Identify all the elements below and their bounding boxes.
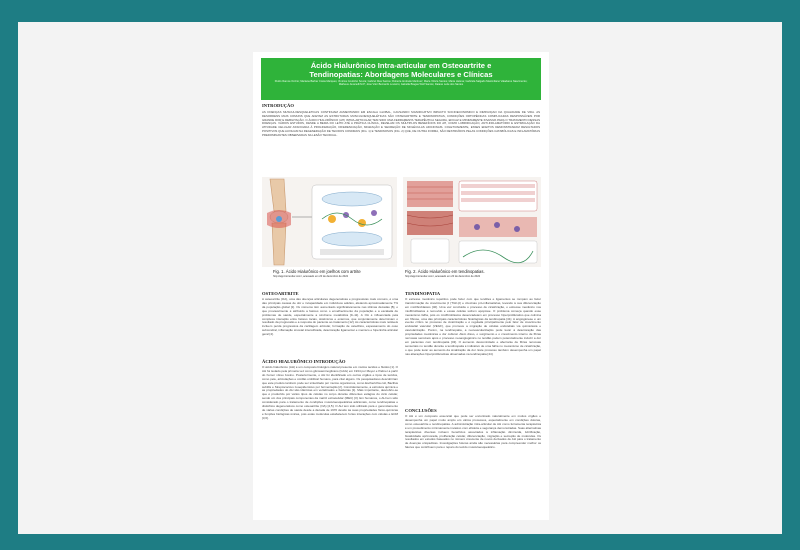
intro-text: AS DOENÇAS MUSCULOESQUELÉTICAS CONTINUAM AUMENTANDO EM ESCALA GLOBAL, CAUSANDO SIGNIFICATIVO IMPACTO SOCIOECONÔMICO E DIMINUIÇÃO DA QUALIDADE DE VIDA. AS DESORDENS MAIS COMUNS QUE AFETAM AS ESTRUTURAS MUSCULOESQUELÉTICAS SÃO OSTEOARTRITE E TENDINOPATIAS, CONDIÇÕES ORTOPÉDICAS COMPLICADAS RESPONSÁVEIS POR GRANDE DOR E DEBILITAÇÃO. O ÁCIDO HIALURÔNICO (AH) INTRA-ARTICULAR TEM SIDO UMA FERRAMENTA TERAPÊUTICA SEGURA, EFICAZ E MINIMAMENTE INVASIVA PARA O TRATAMENTO DESSAS DOENÇAS. VÁRIOS ESTUDOS, DESDE A BEIRA DO LEITO ATÉ A PRÁTICA CLÍNICA, REVELAM OS MÚLTIPLOS BENEFÍCIOS DO AH, COMO LUBRIFICAÇÃO, ANTI-INFLAMATÓRIO E ESTIMULAÇÃO DA ATIVIDADE CELULAR ASSOCIADA À PROLIFERAÇÃO, DIFERENCIAÇÃO, MIGRAÇÃO E SECREÇÃO DE MOLÉCULAS ADICIONAIS. COLETIVAMENTE, ESSES EFEITOS DEMONSTRARAM RESULTADOS POSITIVOS QUE AUXILIAM NA REGENERAÇÃO DE TECIDOS CONDRAIS (FIG. 1) E TENDINOSOS (FIG. 2) QUE, DE OUTRA FORMA, SÃO DESTRUÍDOS PELAS CONDIÇÕES CATABÓLICAS E INFLAMATÓRIAS PREDOMINANTES OBSERVADAS NA LESÃO TECIDUAL. bbox=[262, 111, 540, 137]
osteoartrite-text: A osteoartrite (OA), uma das doenças articulares degenerativas e progressivas mais comuns, é uma das principais causas de dor e incapacidade em indivíduos adultos, afetando aproximadamente 7% da população global [1]. Os números têm aumentado significativamente nas últimas décadas [8], o que provavelmente é atribuído a fatores como o envelhecimento da população e a escalada de problemas de saúde, especialmente a síndrome metabólica [9–11]. A OA é influenciada pela complexa interação entre fatores locais, sistêmicos e externos, que conjuntamente determinam o resultado da progressão e a resposta do paciente ao tratamento [12]. As características mais notáveis incluem perda progressiva da cartilagem articular, formação de osteófitos, espessamento do osso subcondral, inflamação sinovial intensificada, deterioração ligamentar e menisco e hipertrofia articular geral [4]. bbox=[262, 298, 398, 337]
title-line-1: Ácido Hialurônico Intra-articular em Osteoartrite e bbox=[310, 61, 492, 70]
conclusoes-text: O AH é um composto essencial que pode ser encontrado naturalmente em muitos órgãos e desempenha um papel muito amplo em vários processos, especialmente em condições doloras, como osteoartrite e tendinopatias. A administração intra-articular de AH como ferramenta terapêutica é um procedimento minimamente invasivo com eficácia e segurança demonstradas. Suas alternativas terapêuticas diversas incluem benefícios associados à inflamação diminuída, lubrificação, bioatividade aprimorada, proliferação celular, diferenciação, migração e secreção de moléculas. Os resultados em estudos baseados no número crescente de novos derivados de AH para o tratamento de doenças ortopédicas. Investigações futuras ainda são necessárias para compreender melhor os fatores que contribuem para o reparo do tecido musculoesquelético. bbox=[405, 415, 541, 450]
authors-list: Pedro Ramos Ozório; Mariana Barbar Costa Marques; Vinícius Coutinho Souza; Gabriel Dias Santos; Roberta Andrade Martinez; Maria Vitória Santos; Maria Helena; Gabriela Salgado Maximiliano Valadares Nascimento; Matheus Juvanelli M.P; Jose Vitor Bernardo Loureiro; Isabella Bragas Wolf Santos; Daiane Leite dos Santos bbox=[274, 80, 528, 87]
figure-2-caption bbox=[405, 269, 545, 279]
figure-1-source: http://app.biorender.com/, acessado em 20 de dezembro de 2022 bbox=[273, 275, 349, 278]
figure-2-title: Fig. 2. Ácido Hialurônico em tendinopatias. bbox=[405, 269, 485, 274]
poster-title bbox=[261, 61, 541, 79]
osteoartrite-heading: OSTEOARTRITE bbox=[262, 291, 299, 296]
intro-heading: INTRODUÇÃO bbox=[262, 103, 294, 108]
poster-page bbox=[253, 52, 549, 520]
figure-2-source: http://app.biorender.com/, acessado em 20 de dezembro de 2022 bbox=[405, 275, 481, 278]
figure-2-tendon-diagram bbox=[403, 177, 541, 267]
conclusoes-heading: CONCLUSÕES bbox=[405, 408, 437, 413]
poster-header bbox=[261, 58, 541, 100]
tendinopatia-heading: TENDINOPATIA bbox=[405, 291, 441, 296]
tendinopatia-text: O estresse mecânico repetitivo pode fazer com que tendões e ligamentos se rompam ao fazer transformação de crescimento β (TGF-β) e citocinas pró-inflamatórias, levando à sua diferenciação em miofibroblastos [40]. Uma vez concluída o processo de cicatrização, o estresse mecânico nos miofibroblastos é removido e essas células sofrem apoptose. O problema começa quando esse mecanismo falha, pois os miofibroblastos desencadeiam em processo hiperproliferativo que culmina em fibrose, uma das principais características histológicas da tendinopatia [41]. A angiogênese é um evento crítico no processo de cicatrização e é regulada principalmente pelo fator de crescimento endotelial vascular (VEGF), que promove a migração de células endoteliais via quimiotaxia e vascularização. Porém, na tendinopatia, a neovascularização pode levar à deterioração das propriedades mecânicas e dor cultural. Além disso, o surgimento e o crescimento interno de fibras nervosas sensíveis após o processo neoangiogênico no tendão podem potencialmente induzir a dor em pacientes com tendinopatia [43]. O aumento descontrolado e aberrante de fibras nervosas sensoriais no tendão durante a tendinopatia é indicativo de uma falha no mecanismo de cicatrização, o que pode levar ao aumento da sinalização da dor. Este processo também desempenha um papel nas alterações hiperproliferativas observadas na tendinopatia [44]. bbox=[405, 298, 541, 356]
figure-1-title: Fig. 1. Ácido Hialurônico em joelhos com artrite bbox=[273, 269, 361, 274]
figure-1-caption bbox=[273, 269, 403, 279]
acido-hialuronico-text: O ácido hialurônico (AH) é um composto biológico natural presente em muitos tecidos e fluidos [1]. O AH foi isolado pela primeira vez como glicosaminoglicano (GAG) em 1934 por Meyer e Palmer a partir do humor vítreo bovino. Posteriormente, o AH foi identificado em outros órgãos e tipos de tecidos, como pele, articulações e cordão umbilical humano, para citar alguns. Os pesquisadores descobriram que este produto também pode ser sintetizado por muitos organismos, como Escherichia coli, Bacillus subtilis e Streptococcus zooepidemicus por fermentação [2]. Coincidentemente, a estrutura química e as propriedades do AH são idênticas em vertebrados e bactérias [1]. Mais importante, descobriu-se que é produzido por vários tipos de células no corpo durante diferentes estágios do ciclo celular, sendo um dos principais componentes da matriz extracelular (MEC) [3]. Em humanos, o AH tem sido considerado para o tratamento de condições musculoesqueléticas adicionais, como tendinopatias e distúrbios degenerativos como osteoartrite (OA) [4,5]. O AH tem sido utilizado para o gerenciamento de várias condições de saúde desde a década de 1970 devido às suas propriedades físico-químicas e funções biológicas únicas, pois estas moléculas estabelecem fortes interações com células e ECM [3,6]. bbox=[262, 366, 398, 420]
title-line-2: Tendinopatias: Abordagens Moleculares e Clínicas bbox=[309, 70, 493, 79]
figure-1-knee-diagram bbox=[262, 177, 397, 267]
acido-hialuronico-heading: ÁCIDO HIALURÔNICO INTRODUÇÃO bbox=[262, 359, 346, 364]
